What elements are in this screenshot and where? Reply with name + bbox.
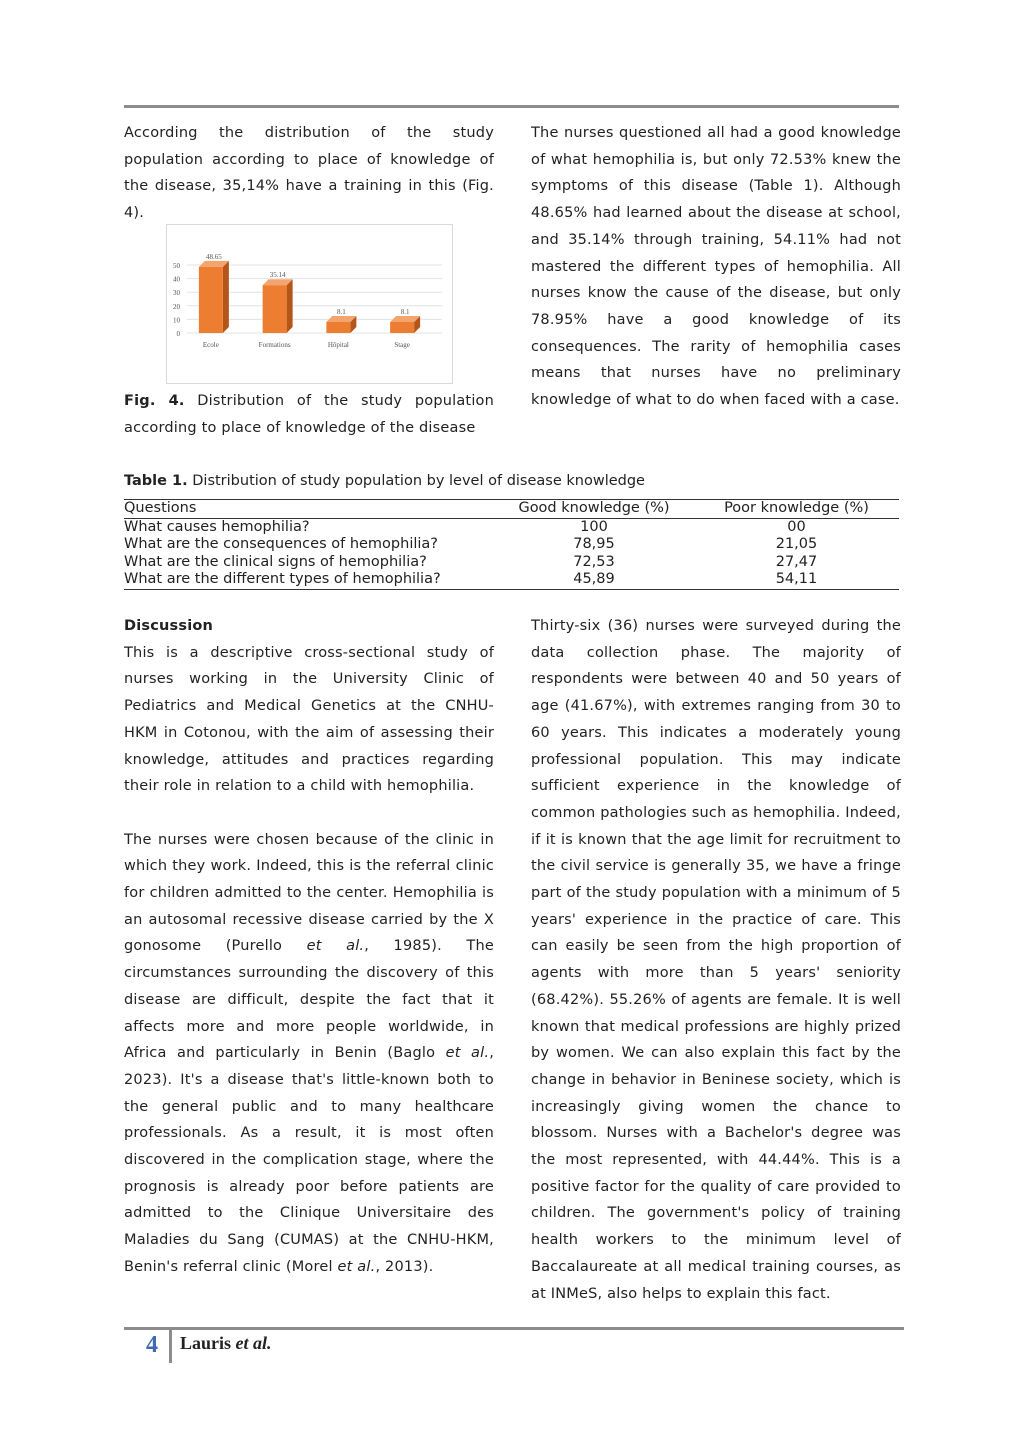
table-row bbox=[124, 536, 899, 554]
intro-left-column bbox=[124, 120, 494, 227]
poor-cell: 00 bbox=[787, 518, 806, 535]
table-row bbox=[124, 518, 899, 536]
question-cell: What causes hemophilia? bbox=[124, 518, 310, 535]
knowledge-table bbox=[124, 499, 899, 590]
y-tick-label: 20 bbox=[173, 302, 180, 311]
discussion-paragraph-1: This is a descriptive cross-sectional study of nurses working in the University Clinic of Pediatrics and Medical Genetics at the CNHU-HKM in Cotonou, with the aim of assessing their knowledge, attitudes and practices regarding their role in relation to a child with hemophilia. bbox=[124, 644, 494, 795]
table-row bbox=[124, 554, 899, 572]
data-label: 8.1 bbox=[400, 307, 410, 316]
figure-caption-text: Distribution of the study population according to place of knowledge of the disease bbox=[124, 393, 495, 436]
good-cell: 78,95 bbox=[573, 536, 615, 552]
text-run: The nurses were chosen because of the clinic in which they work. Indeed, this is the referral clinic for children admitted to the center. Hemophilia is an autosomal recessive disease carried by the X gonosome (Purello bbox=[124, 831, 494, 955]
x-tick-label: Ecole bbox=[202, 341, 219, 349]
x-tick-label: Formations bbox=[258, 341, 291, 349]
table-caption bbox=[124, 470, 645, 492]
x-tick-label: Hôpital bbox=[327, 341, 349, 349]
discussion-heading bbox=[124, 613, 494, 640]
bar bbox=[199, 267, 223, 333]
discussion-heading-text: Discussion bbox=[124, 618, 214, 634]
poor-cell: 21,05 bbox=[775, 536, 818, 552]
poor-cell: 27,47 bbox=[775, 553, 818, 570]
figure-4-chart bbox=[166, 224, 453, 384]
y-tick-label: 40 bbox=[173, 275, 180, 284]
discussion-paragraph-2 bbox=[124, 827, 494, 1281]
table-caption-label: Table 1. bbox=[124, 473, 188, 489]
data-label: 35.14 bbox=[269, 271, 286, 280]
intro-left-paragraph: According the distribution of the study population according to place of knowledge of the disease, 35,14% have a training in this (Fig. 4). bbox=[124, 125, 494, 222]
citation-etal: et al. bbox=[337, 1258, 376, 1275]
y-tick-label: 50 bbox=[173, 262, 180, 270]
text-run: , 2023). It's a disease that's little-known both to the general public and to many healthcare professionals. As a result, it is most often discovered in the complication stage, where the prognosis is already poor before patients are admitted to the Clinique Universitaire des Maladies du Sang (CUMAS) at the CNHU-HKM, Benin's referral clinic (Morel bbox=[124, 1045, 494, 1275]
bar bbox=[326, 322, 350, 333]
x-tick-label: Stage bbox=[394, 341, 410, 349]
good-cell: 100 bbox=[580, 518, 608, 535]
header-questions: Questions bbox=[124, 500, 494, 519]
discussion-right-paragraph: Thirty-six (36) nurses were surveyed during the data collection phase. The majority of respondents were between 40 and 50 years of age (41.67%), with extremes ranging from 30 to 60 years. This indicates a moderately young professional population. This may indicate sufficient experience in the knowledge of common pathologies such as hemophilia. Indeed, if it is known that the age limit for recruitment to the civil service is generally 35, we have a fringe part of the study population with a minimum of 5 years' experience in the practice of care. This can easily be seen from the high proportion of agents with more than 5 years' seniority (68.42%). 55.26% of agents are female. It is well known that medical professions are highly prized by women. We can also explain this fact by the change in behavior in Beninese society, which is increasingly giving women the chance to blossom. Nurses with a Bachelor's degree was the most represented, with 44.44%. This is a positive factor for the quality of care provided to children. The government's policy of training health workers to the minimum level of Baccalaureate at all medical training courses, as at INMeS, also helps to explain this fact. bbox=[531, 618, 901, 1302]
data-label: 8.1 bbox=[337, 307, 346, 316]
bar bbox=[390, 322, 414, 333]
discussion-left-column bbox=[124, 613, 494, 1281]
text-run: , 2013). bbox=[375, 1258, 434, 1275]
poor-cell: 54,11 bbox=[694, 571, 899, 589]
discussion-right-column bbox=[531, 613, 901, 1307]
good-cell: 45,89 bbox=[494, 571, 694, 589]
y-tick-label: 30 bbox=[173, 289, 180, 298]
bar-side bbox=[223, 261, 229, 333]
bar bbox=[263, 285, 287, 333]
paragraph-gap bbox=[124, 800, 494, 827]
footer-divider bbox=[169, 1330, 172, 1363]
author-etal: et al. bbox=[231, 1333, 272, 1353]
y-tick-label: 10 bbox=[173, 316, 180, 325]
table-row bbox=[124, 571, 899, 589]
citation-etal: et al. bbox=[445, 1045, 490, 1062]
question-cell: What are the different types of hemophilia? bbox=[124, 571, 494, 589]
bar-side bbox=[287, 279, 293, 333]
data-label: 48.65 bbox=[206, 252, 222, 261]
figure-caption-label: Fig. 4. bbox=[124, 393, 185, 409]
y-tick-label: 0 bbox=[176, 330, 180, 338]
text-run: , 1985). The circumstances surrounding the discovery of this disease are difficult, despite the fact that it affects more and more people worldwide, in Africa and particularly in Benin (Baglo bbox=[124, 938, 494, 1062]
footer-rule bbox=[124, 1327, 904, 1330]
table-caption-text: Distribution of study population by level of disease knowledge bbox=[187, 473, 645, 489]
bar-chart bbox=[167, 225, 452, 383]
page-number: 4 bbox=[146, 1332, 158, 1358]
citation-etal: et al. bbox=[306, 938, 365, 955]
header-rule bbox=[124, 105, 899, 108]
question-cell: What are the clinical signs of hemophilia? bbox=[124, 553, 427, 570]
intro-right-paragraph: The nurses questioned all had a good knowledge of what hemophilia is, but only 72.53% knew the symptoms of this disease (Table 1). Although 48.65% had learned about the disease at school, and 35.14% through training, 54.11% had not mastered the different types of hemophilia. All nurses know the cause of the disease, but only 78.95% have a good knowledge of its consequences. The rarity of hemophilia cases means that nurses have no preliminary knowledge of what to do when faced with a case. bbox=[531, 125, 901, 409]
running-author bbox=[180, 1333, 272, 1354]
figure-caption bbox=[124, 388, 494, 441]
header-poor-knowledge: Poor knowledge (%) bbox=[694, 500, 899, 519]
header-good-knowledge: Good knowledge (%) bbox=[494, 500, 694, 519]
good-cell: 72,53 bbox=[573, 553, 615, 570]
author-name: Lauris bbox=[180, 1333, 232, 1353]
table-header-row bbox=[124, 500, 899, 519]
question-cell: What are the consequences of hemophilia? bbox=[124, 536, 438, 552]
intro-right-column bbox=[531, 120, 901, 414]
